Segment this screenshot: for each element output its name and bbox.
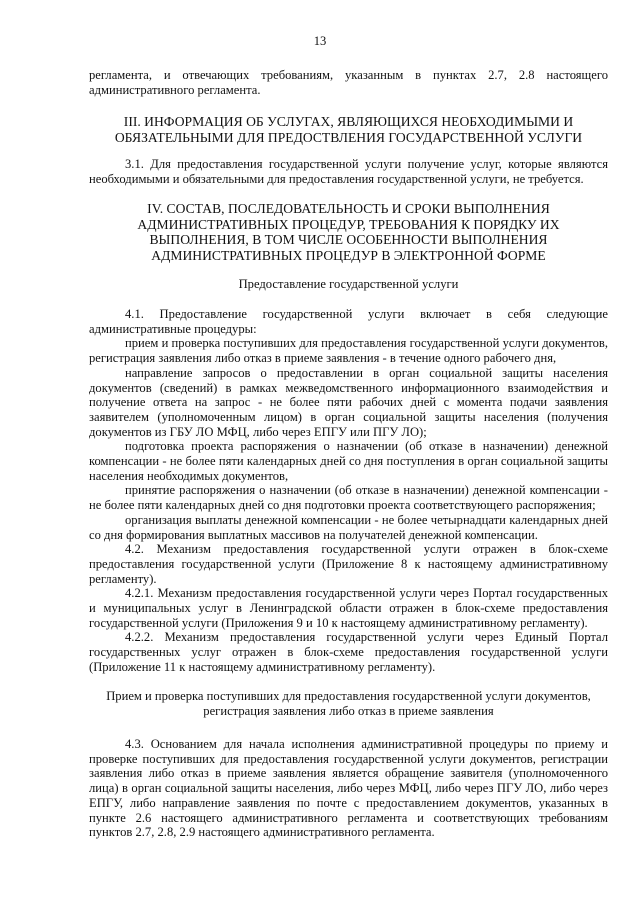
section-4-heading: IV. СОСТАВ, ПОСЛЕДОВАТЕЛЬНОСТЬ И СРОКИ ВЫПОЛНЕНИЯ АДМИНИСТРАТИВНЫХ ПРОЦЕДУР, ТРЕБОВАНИЯ К ПОРЯДКУ ИХ ВЫПОЛНЕНИЯ, В ТОМ ЧИСЛЕ ОСОБЕННОСТИ ВЫПОЛНЕНИЯ АДМИНИСТРАТИВНЫХ ПРОЦЕДУР В ЭЛЕКТРОННОЙ ФОРМЕ [137, 201, 560, 263]
paragraph-4-1: 4.1. Предоставление государственной услуги включает в себя следующие административные процедуры: [89, 307, 608, 336]
procedure-item: организация выплаты денежной компенсации - не более четырнадцати календарных дней со дня формирования выплатных массивов на получателей денежной компенсации. [89, 512, 608, 542]
paragraph-3-1: 3.1. Для предоставления государственной услуги получение услуг, которые являются необходимыми и обязательными для предоставления государственной услуги, не требуется. [89, 157, 608, 186]
paragraph-4-2-2: 4.2.2. Механизм предоставления государственной услуги через Единый Портал государственных услуг отражен в блок-схеме предоставления государственной услуги (Приложение 11 к настоящему административному регламенту). [89, 630, 608, 674]
paragraph-4-2-1: 4.2.1. Механизм предоставления государственной услуги через Портал государственных и муниципальных услуг в Ленинградской области отражен в блок-схеме предоставления государственной услуги (Приложения 9 и 10 к настоящему административному регламенту). [89, 586, 608, 630]
procedure-item: прием и проверка поступивших для предоставления государственной услуги документов, регистрация заявления либо отказ в приеме заявления - в течение одного рабочего дня, [89, 336, 608, 366]
paragraph-4-2: 4.2. Механизм предоставления государственной услуги отражен в блок-схеме предоставления государственной услуги (Приложение 8 к настоящему административному регламенту). [89, 542, 608, 586]
procedure-item: принятие распоряжения о назначении (об отказе в назначении) денежной компенсации - не более пяти календарных дней со дня подготовки проекта соответствующего распоряжения; [89, 483, 608, 513]
page-number: 13 [313, 34, 327, 48]
section-3-heading: III. ИНФОРМАЦИЯ ОБ УСЛУГАХ, ЯВЛЯЮЩИХСЯ НЕОБХОДИМЫМИ И ОБЯЗАТЕЛЬНЫМИ ДЛЯ ПРЕДОСТВЛЕНИЯ ГОСУДАРСТВЕННОЙ УСЛУГИ [114, 114, 583, 145]
subheading-service-provision: Предоставление государственной услуги [238, 277, 459, 291]
subheading-reception: Прием и проверка поступивших для предоставления государственной услуги документов, регистрация заявления либо отказ в приеме заявления [106, 689, 591, 718]
paragraph-4-3: 4.3. Основанием для начала исполнения административной процедуры по приему и проверке поступивших для предоставления государственной услуги документов, регистрации заявления либо отказ в приеме заявления является обращение заявителя (уполномоченного лица) в орган социальной защиты населения, либо через МФЦ, либо через ПГУ ЛО, либо через ЕПГУ, либо направление заявления по почте с предоставлением документов, указанных в пункте 2.6 настоящего административного регламента и соответствующих требованиям пунктов 2.7, 2.8, 2.9 настоящего административного регламента. [89, 737, 608, 840]
procedure-item: направление запросов о предоставлении в орган социальной защиты населения документов (сведений) в рамках межведомственного информационного взаимодействия и получение ответа на запрос - не более пяти рабочих дней с момента подачи заявления заявителем (уполномоченным лицом) в орган социальной защиты населения (получения документов из ГБУ ЛО МФЦ, либо через ЕПГУ или ПГУ ЛО); [89, 365, 608, 439]
procedure-item: подготовка проекта распоряжения о назначении (об отказе в назначении) денежной компенсации - не более пяти календарных дней со дня поступления в орган социальной защиты населения необходимых документов, [89, 439, 608, 483]
paragraph-continuation: регламента, и отвечающих требованиям, указанным в пунктах 2.7, 2.8 настоящего административного регламента. [89, 68, 608, 97]
